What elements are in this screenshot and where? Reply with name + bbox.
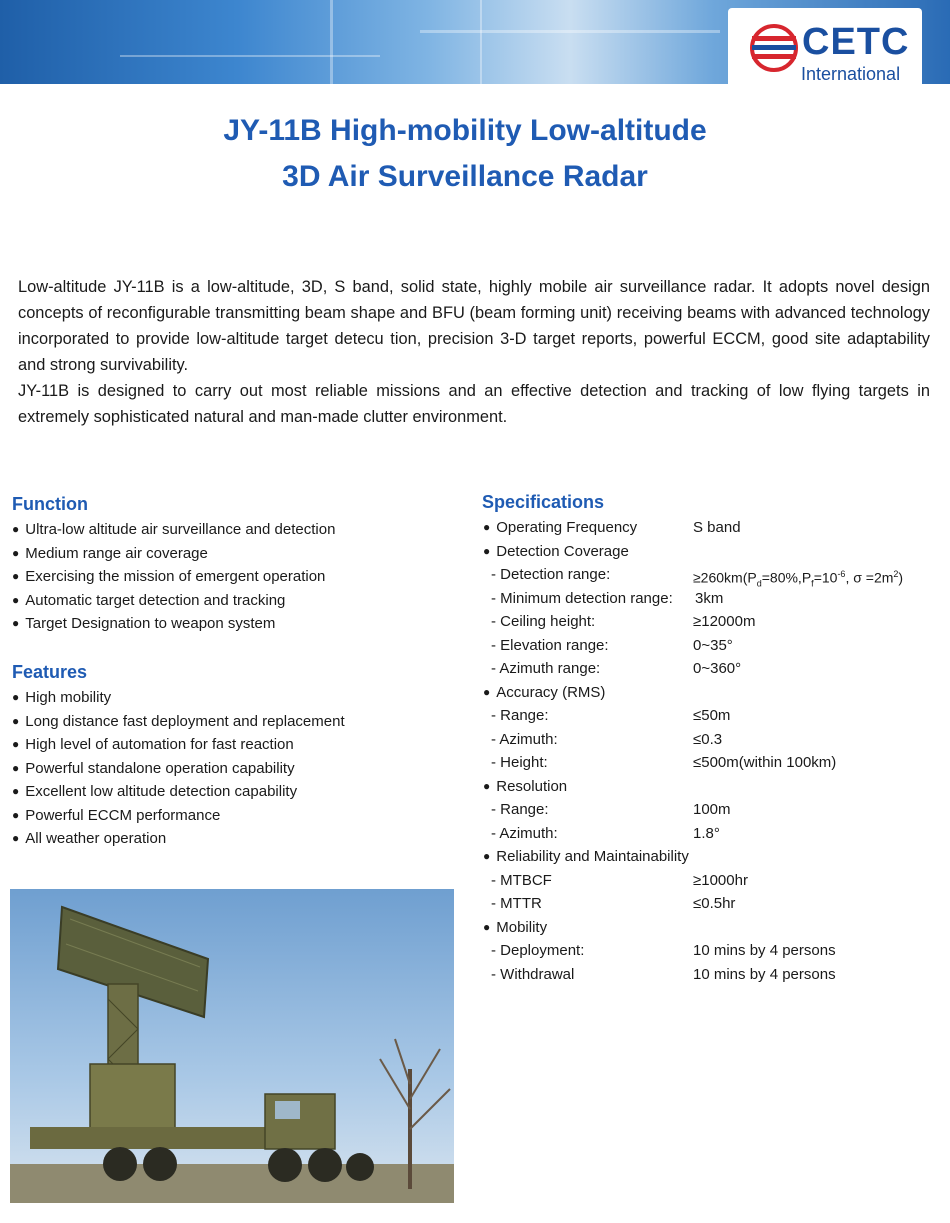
spec-label: - Detection range: (491, 566, 611, 583)
spec-row (483, 657, 950, 681)
intro-paragraph-1: Low-altitude JY-11B is a low-altitude, 3D, S band, solid state, highly mobile air surveillance radar. It adopts novel design concepts of reconfigurable transmitting beam shape and BFU (beam forming unit) receiving beams with advanced technology incorporated to provide low-altitude target detecu tion, precision 3-D target reports, powerful ECCM, good site adaptability and strong survivability. (18, 278, 930, 374)
spec-value: ≤0.5hr (693, 895, 736, 912)
intro-paragraph-2: JY-11B is designed to carry out most reliable missions and an effective detection and tracking of low flying targets in extremely sophisticated natural and man-made clutter environment. (18, 382, 930, 426)
spec-row (483, 939, 950, 963)
intro-text (18, 274, 930, 430)
spec-label: - MTTR (491, 895, 542, 912)
specifications-table (483, 516, 950, 986)
spec-group-label: ● Mobility (483, 916, 547, 941)
list-item: ● All weather operation (12, 827, 345, 851)
spec-label: - Azimuth: (491, 824, 558, 842)
spec-row (483, 892, 950, 916)
list-item: ● Automatic target detection and tracking (12, 589, 335, 613)
spec-group (483, 540, 950, 564)
spec-value: 0~35° (693, 636, 733, 654)
cetc-logo (728, 8, 922, 86)
title-line-1: JY-11B High-mobility Low-altitude (223, 114, 707, 147)
spec-group-label: ● Resolution (483, 775, 567, 800)
radar-truck-photo (10, 889, 454, 1203)
function-heading: Function (12, 494, 88, 514)
spec-row (483, 587, 950, 611)
list-item: ● Exercising the mission of emergent operation (12, 565, 335, 589)
spec-label: - Height: (491, 754, 548, 771)
spec-label: - Azimuth: (491, 730, 558, 748)
spec-value: S band (693, 519, 741, 536)
banner-decoration (420, 30, 720, 33)
spec-label: - Ceiling height: (491, 613, 596, 630)
title-line-2: 3D Air Surveillance Radar (282, 160, 648, 193)
spec-value: ≥12000m (693, 613, 756, 630)
spec-value: $\ge 260km(P_d=80\%,P_f=10^{-6}$, $\sigma =2m^2$) (693, 569, 904, 589)
spec-row (483, 516, 950, 540)
spec-value: 100m (693, 801, 731, 818)
spec-row (483, 963, 950, 987)
spec-label: - Deployment: (491, 942, 585, 959)
spec-label: - Elevation range: (491, 636, 609, 654)
spec-row (483, 563, 950, 587)
banner-decoration (120, 55, 380, 57)
list-item: ● Target Designation to weapon system (12, 612, 335, 636)
spec-group-label: ● Detection Coverage (483, 540, 629, 565)
list-item: ● Powerful ECCM performance (12, 804, 345, 828)
spec-value: 0~360° (693, 660, 742, 677)
spec-label: - MTBCF (491, 871, 552, 889)
spec-row (483, 704, 950, 728)
specifications-heading: Specifications (482, 492, 605, 512)
spec-row (483, 728, 950, 752)
spec-row (483, 822, 950, 846)
spec-label: - Azimuth range: (491, 660, 601, 677)
banner-decoration (330, 0, 333, 84)
spec-value: ≤50m (693, 707, 731, 724)
features-heading: Features (12, 662, 88, 682)
cetc-emblem-icon (748, 22, 800, 74)
logo-subtitle: International (801, 64, 901, 84)
spec-value: 3km (695, 589, 724, 607)
spec-value: ≤500m(within 100km) (693, 754, 837, 771)
spec-label: - Minimum detection range: (491, 589, 673, 607)
features-list (12, 686, 345, 851)
spec-row (483, 798, 950, 822)
list-item: ● Medium range air coverage (12, 542, 335, 566)
spec-label: - Range: (491, 801, 549, 818)
banner-decoration (480, 0, 482, 84)
list-item: ● Long distance fast deployment and replacement (12, 710, 345, 734)
list-item: ● Ultra-low altitude air surveillance and detection (12, 518, 335, 542)
spec-label: - Withdrawal (491, 965, 575, 983)
spec-group (483, 775, 950, 799)
spec-group (483, 681, 950, 705)
spec-group-label: ● Accuracy (RMS) (483, 681, 605, 706)
spec-group (483, 916, 950, 940)
function-list (12, 518, 335, 636)
list-item: ● High mobility (12, 686, 345, 710)
spec-value: 1.8° (693, 824, 720, 842)
spec-row (483, 634, 950, 658)
spec-value: 10 mins by 4 persons (693, 965, 836, 983)
list-item: ● High level of automation for fast reaction (12, 733, 345, 757)
spec-group-label: ● Reliability and Maintainability (483, 845, 689, 870)
list-item: ● Powerful standalone operation capability (12, 757, 345, 781)
logo-wordmark: CETC (802, 21, 910, 63)
list-item: ● Excellent low altitude detection capability (12, 780, 345, 804)
spec-value: 10 mins by 4 persons (693, 942, 836, 959)
spec-group (483, 845, 950, 869)
document-title (0, 108, 930, 200)
spec-row (483, 751, 950, 775)
spec-value: ≤0.3 (693, 730, 723, 748)
spec-row (483, 869, 950, 893)
spec-row (483, 610, 950, 634)
spec-label: - Range: (491, 707, 549, 724)
spec-value: ≥1000hr (693, 871, 748, 889)
spec-label: ● Operating Frequency (483, 516, 637, 541)
